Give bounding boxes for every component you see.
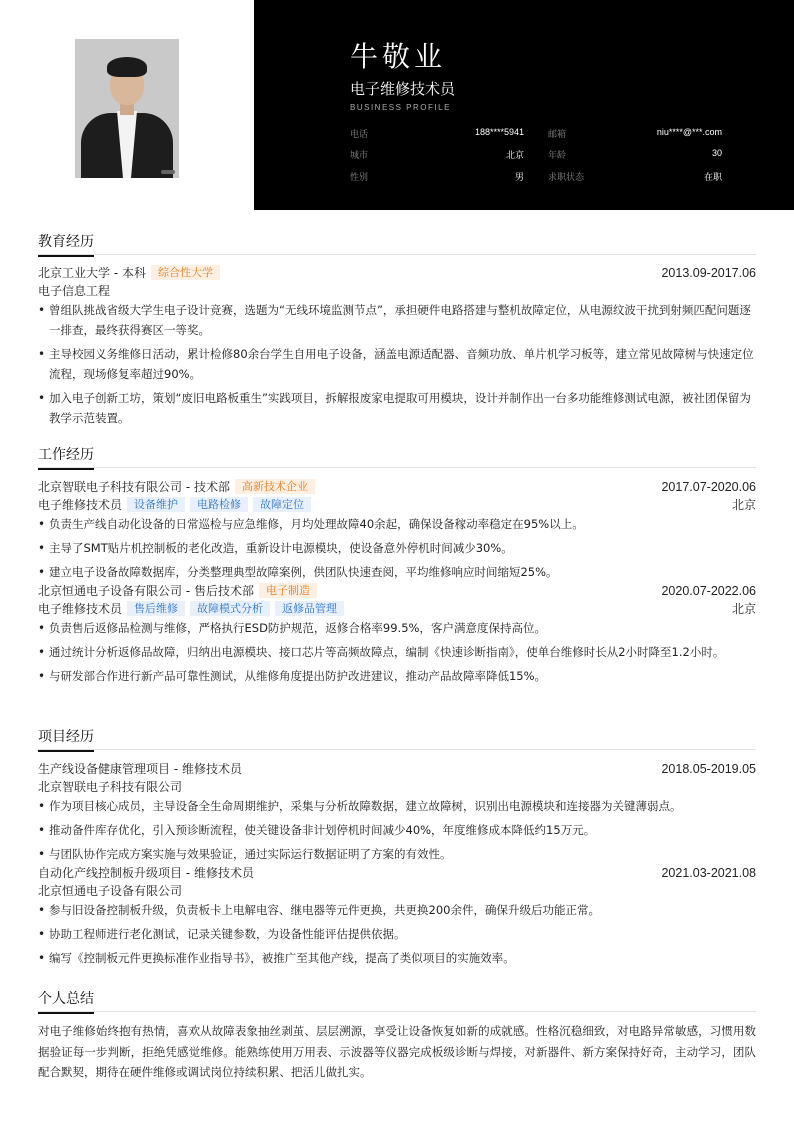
- job-date: 2017.07-2020.06: [661, 480, 756, 494]
- business-profile-label: BUSINESS PROFILE: [350, 103, 451, 112]
- job-date: 2020.07-2022.06: [661, 584, 756, 598]
- list-item: • 与团队协作完成方案实施与效果验证，通过实际运行数据证明了方案的有效性。: [38, 844, 756, 864]
- role-name: 电子维修技术员: [38, 602, 123, 616]
- education-section: [38, 233, 756, 432]
- skill-tag: 故障模式分析: [190, 601, 270, 616]
- info-value: 在职: [703, 172, 722, 182]
- job-row: [38, 582, 756, 600]
- summary-section: [38, 990, 756, 1083]
- info-label: 电话: [350, 130, 369, 140]
- info-value: 男: [514, 172, 524, 182]
- resume-header: [0, 0, 794, 210]
- info-label: 邮箱: [548, 130, 567, 140]
- education-row: [38, 264, 756, 282]
- list-item: • 曾组队挑战省级大学生电子设计竞赛，选题为“无线环境监测节点”，承担硬件电路搭建与整机故障定位，从电源纹波干扰到射频匹配问题逐一排查，最终获得赛区一等奖。: [38, 300, 756, 340]
- list-item: • 推动备件库存优化，引入预诊断流程，使关键设备非计划停机时间减少40%，年度维修成本降低约15万元。: [38, 820, 756, 840]
- work-section: [38, 446, 756, 690]
- projects-section: [38, 728, 756, 972]
- project-row: [38, 864, 756, 882]
- job-title: 电子维修技术员: [350, 80, 456, 98]
- project-bullets: [38, 900, 756, 968]
- school-name: 北京工业大学 - 本科: [38, 266, 146, 280]
- list-item: • 加入电子创新工坊，策划“废旧电路板重生”实践项目，拆解报废家电提取可用模块，设计并制作出一台多功能维修测试电源，被社团保留为教学示范装置。: [38, 388, 756, 428]
- project-date: 2021.03-2021.08: [661, 866, 756, 880]
- candidate-name: 牛敬业: [350, 40, 447, 73]
- project-name: 生产线设备健康管理项目 - 维修技术员: [38, 762, 242, 776]
- section-heading: [38, 446, 756, 468]
- section-title: 工作经历: [38, 446, 94, 470]
- company-tag: 高新技术企业: [235, 479, 315, 494]
- job-city: 北京: [731, 602, 756, 616]
- job-city: 北京: [731, 498, 756, 512]
- list-item: • 负责生产线自动化设备的日常巡检与应急维修，月均处理故障40余起，确保设备稼动率稳定在95%以上。: [38, 514, 756, 534]
- role-row: [38, 600, 756, 618]
- job-bullets: [38, 618, 756, 686]
- list-item: • 参与旧设备控制板升级，负责板卡上电解电容、继电器等元件更换，共更换200余件，确保升级后功能正常。: [38, 900, 756, 920]
- list-item: • 建立电子设备故障数据库，分类整理典型故障案例，供团队快速查阅，平均维修响应时间缩短25%。: [38, 562, 756, 582]
- role-row: [38, 496, 756, 514]
- info-value: niu****@***.com: [656, 127, 722, 137]
- skill-tag: 返修品管理: [275, 601, 344, 616]
- summary-text: 对电子维修始终抱有热情，喜欢从故障表象抽丝剥茧、层层溯源，享受让设备恢复如新的成就感。性格沉稳细致，对电路异常敏感，习惯用数据验证每一步判断，拒绝凭感觉维修。能熟练使用万用表、示波器等仪器完成板级诊断与焊接，对新器件、新方案保持好奇，主动学习，团队配合默契，期待在硬件维修或调试岗位持续积累、把活儿做扎实。: [38, 1024, 756, 1079]
- section-heading: [38, 990, 756, 1012]
- company-tag: 电子制造: [259, 583, 317, 598]
- section-heading: [38, 728, 756, 750]
- company-name: 北京智联电子科技有限公司 - 技术部: [38, 480, 230, 494]
- header-panel: [254, 0, 794, 210]
- list-item: • 通过统计分析返修品故障，归纳出电源模块、接口芯片等高频故障点，编制《快速诊断指南》，使单台维修时长从2小时降至1.2小时。: [38, 642, 756, 662]
- section-title: 教育经历: [38, 233, 94, 257]
- list-item: • 主导了SMT贴片机控制板的老化改造，重新设计电源模块，使设备意外停机时间减少30%。: [38, 538, 756, 558]
- skill-tag: 电路检修: [190, 497, 248, 512]
- skill-tag: 故障定位: [253, 497, 311, 512]
- photo-column: [0, 0, 254, 210]
- list-item: • 协助工程师进行老化测试，记录关键参数，为设备性能评估提供依据。: [38, 924, 756, 944]
- project-row: [38, 760, 756, 778]
- project-org: 北京恒通电子设备有限公司: [38, 884, 183, 898]
- job-bullets: [38, 514, 756, 582]
- list-item: • 与研发部合作进行新产品可靠性测试，从维修角度提出防护改进建议，推动产品故障率降低15%。: [38, 666, 756, 686]
- skill-tag: 设备维护: [127, 497, 185, 512]
- info-label: 年龄: [548, 151, 567, 161]
- education-bullets: [38, 300, 756, 428]
- profile-photo: [75, 39, 179, 178]
- company-name: 北京恒通电子设备有限公司 - 售后技术部: [38, 584, 254, 598]
- major: 电子信息工程: [38, 284, 111, 298]
- section-title: 个人总结: [38, 990, 94, 1014]
- project-date: 2018.05-2019.05: [661, 762, 756, 776]
- info-value: 北京: [505, 150, 524, 160]
- skill-tag: 售后维修: [127, 601, 185, 616]
- section-heading: [38, 233, 756, 255]
- info-label: 求职状态: [548, 173, 585, 183]
- school-tag: 综合性大学: [151, 265, 220, 280]
- role-name: 电子维修技术员: [38, 498, 123, 512]
- list-item: • 主导校园义务维修日活动，累计检修80余台学生自用电子设备，涵盖电源适配器、音频功放、单片机学习板等，建立常见故障树与快速定位流程，现场修复率超过90%。: [38, 344, 756, 384]
- info-label: 性别: [350, 173, 369, 183]
- list-item: • 作为项目核心成员，主导设备全生命周期维护，采集与分析故障数据，建立故障树，识别出电源模块和连接器为关键薄弱点。: [38, 796, 756, 816]
- education-date: 2013.09-2017.06: [661, 266, 756, 280]
- project-org: 北京智联电子科技有限公司: [38, 780, 183, 794]
- project-name: 自动化产线控制板升级项目 - 维修技术员: [38, 866, 254, 880]
- info-label: 城市: [350, 151, 369, 161]
- list-item: • 编写《控制板元件更换标准作业指导书》，被推广至其他产线，提高了类似项目的实施效率。: [38, 948, 756, 968]
- list-item: • 负责售后返修品检测与维修，严格执行ESD防护规范，返修合格率99.5%，客户满意度保持高位。: [38, 618, 756, 638]
- job-row: [38, 478, 756, 496]
- section-title: 项目经历: [38, 728, 94, 752]
- info-value: 188****5941: [474, 127, 524, 137]
- project-bullets: [38, 796, 756, 864]
- info-value: 30: [711, 148, 722, 158]
